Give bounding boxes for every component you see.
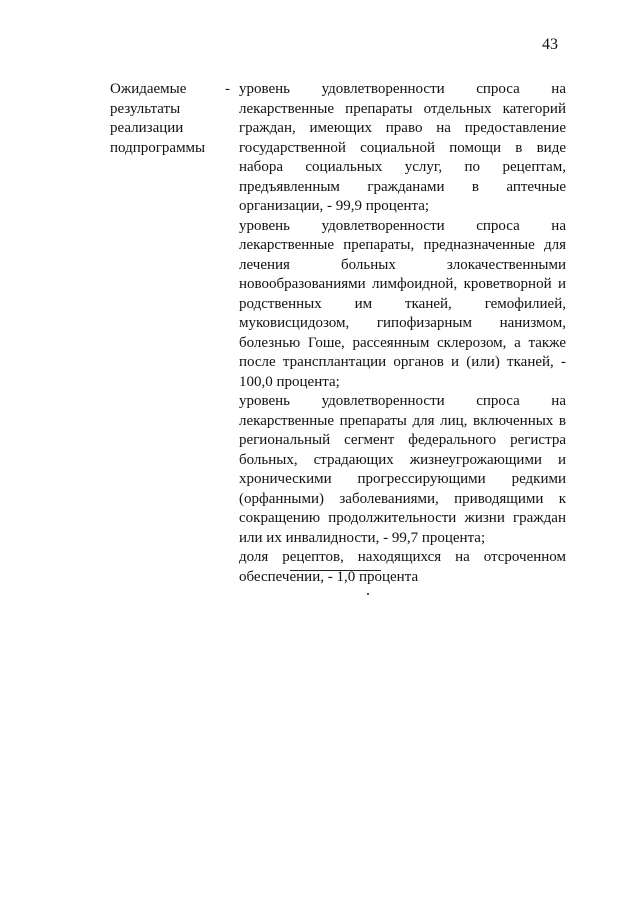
label-dash: - <box>225 81 230 97</box>
results-list <box>239 80 566 587</box>
section-label-line: реализации <box>110 120 184 136</box>
result-item: уровень удовлетворенности спроса на лекарственные препараты отдельных категорий граждан, имеющих право на предоставление государственной социальной помощи в виде набора социальных услуг, по рецептам, предъявленным гражданами в аптечные организации, - 99,9 процента; <box>239 81 566 214</box>
result-item: уровень удовлетворенности спроса на лекарственные препараты для лиц, включенных в региональный сегмент федерального регистра больных, страдающих жизнеугрожающими и хроническими прогрессирующими редкими (орфанными) заболеваниями, приводящими к сокращению продолжительности жизни граждан или их инвалидности, - 99,7 процента; <box>239 393 566 546</box>
page-number: 43 <box>542 36 558 53</box>
result-item: уровень удовлетворенности спроса на лекарственные препараты, предназначенные для лечения больных злокачественными новообразованиями лимфоидной, кроветворной и родственных им тканей, гемофилией, муковисцидозом, гипофизарным нанизмом, болезнью Гоше, рассеянным склерозом, а также после трансплантации органов и (или) тканей, - 100,0 процента; <box>239 217 566 390</box>
section-label-line: результаты <box>110 100 181 117</box>
section-label-line: Ожидаемые <box>110 81 187 97</box>
expected-results-row <box>110 80 566 587</box>
result-item: доля рецептов, находящихся на отсроченном обеспечении, - 1,0 процента <box>239 549 566 585</box>
end-separator-line <box>290 570 381 571</box>
stray-dot-mark <box>367 593 369 595</box>
section-label <box>110 80 225 158</box>
section-label-line: подпрограммы <box>110 139 206 156</box>
